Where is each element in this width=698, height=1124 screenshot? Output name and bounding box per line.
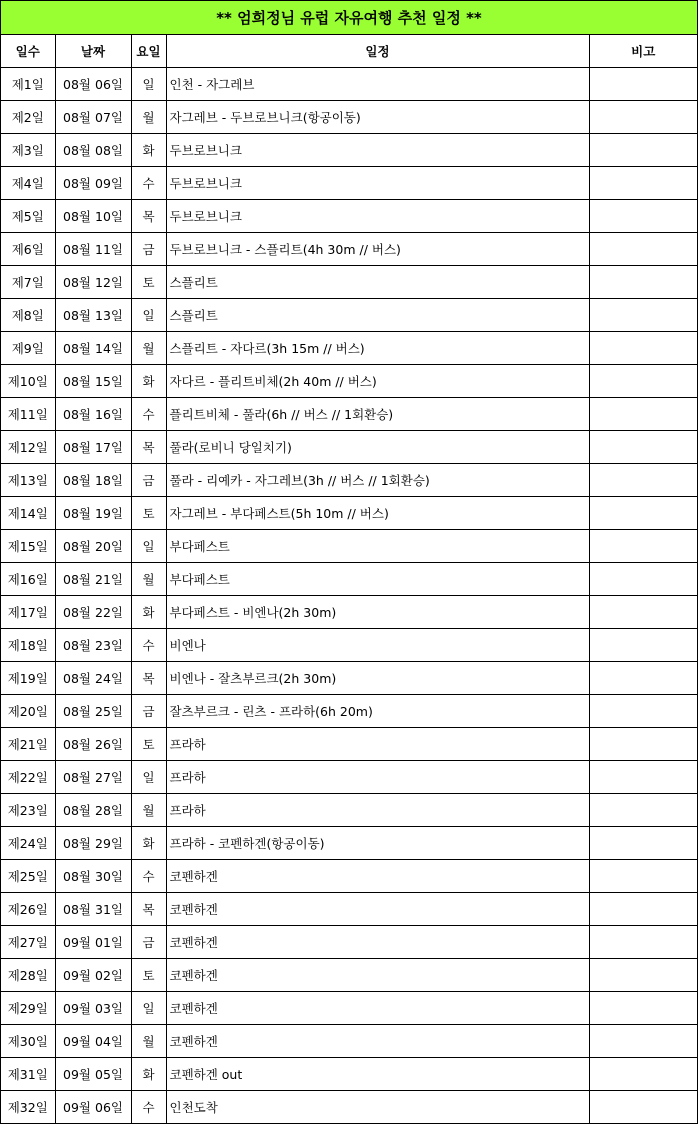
- plan-cell: 코펜하겐: [166, 859, 589, 892]
- plan-cell: 자다르 - 플리트비체(2h 40m // 버스): [166, 364, 589, 397]
- date-cell: 08월 26일: [55, 727, 131, 760]
- table-row: [1, 760, 697, 793]
- table-row: [1, 397, 697, 430]
- day-cell: 제29일: [1, 991, 55, 1024]
- weekday-cell: 화: [131, 1057, 166, 1090]
- date-cell: 08월 08일: [55, 133, 131, 166]
- sheet-title: ** 엄희정님 유럽 자유여행 추천 일정 **: [1, 1, 697, 35]
- weekday-cell: 월: [131, 793, 166, 826]
- weekday-cell: 수: [131, 1090, 166, 1123]
- note-cell: [589, 562, 697, 595]
- note-cell: [589, 958, 697, 991]
- date-cell: 08월 10일: [55, 199, 131, 232]
- weekday-cell: 토: [131, 727, 166, 760]
- weekday-cell: 토: [131, 496, 166, 529]
- plan-cell: 스플리트: [166, 298, 589, 331]
- date-cell: 08월 27일: [55, 760, 131, 793]
- plan-cell: 두브로브니크 - 스플리트(4h 30m // 버스): [166, 232, 589, 265]
- note-cell: [589, 364, 697, 397]
- plan-cell: 코펜하겐: [166, 958, 589, 991]
- date-cell: 08월 12일: [55, 265, 131, 298]
- weekday-cell: 금: [131, 925, 166, 958]
- date-cell: 08월 15일: [55, 364, 131, 397]
- day-cell: 제18일: [1, 628, 55, 661]
- day-cell: 제24일: [1, 826, 55, 859]
- day-cell: 제12일: [1, 430, 55, 463]
- table-row: [1, 529, 697, 562]
- weekday-cell: 금: [131, 232, 166, 265]
- table-row: [1, 232, 697, 265]
- note-cell: [589, 529, 697, 562]
- weekday-cell: 수: [131, 628, 166, 661]
- date-cell: 08월 30일: [55, 859, 131, 892]
- day-cell: 제20일: [1, 694, 55, 727]
- weekday-cell: 토: [131, 265, 166, 298]
- note-cell: [589, 1057, 697, 1090]
- date-cell: 09월 05일: [55, 1057, 131, 1090]
- date-cell: 08월 11일: [55, 232, 131, 265]
- table-row: [1, 298, 697, 331]
- plan-cell: 플리트비체 - 풀라(6h // 버스 // 1회환승): [166, 397, 589, 430]
- plan-cell: 스플리트: [166, 265, 589, 298]
- table-row: [1, 463, 697, 496]
- table-row: [1, 925, 697, 958]
- day-cell: 제26일: [1, 892, 55, 925]
- table-row: [1, 496, 697, 529]
- day-cell: 제1일: [1, 67, 55, 100]
- date-cell: 09월 01일: [55, 925, 131, 958]
- note-cell: [589, 199, 697, 232]
- header-plan: 일정: [166, 35, 589, 67]
- table-row: [1, 562, 697, 595]
- weekday-cell: 일: [131, 298, 166, 331]
- note-cell: [589, 430, 697, 463]
- note-cell: [589, 826, 697, 859]
- day-cell: 제8일: [1, 298, 55, 331]
- date-cell: 09월 04일: [55, 1024, 131, 1057]
- weekday-cell: 월: [131, 562, 166, 595]
- note-cell: [589, 331, 697, 364]
- weekday-cell: 토: [131, 958, 166, 991]
- date-cell: 08월 19일: [55, 496, 131, 529]
- weekday-cell: 월: [131, 331, 166, 364]
- weekday-cell: 목: [131, 661, 166, 694]
- plan-cell: 비엔나: [166, 628, 589, 661]
- note-cell: [589, 595, 697, 628]
- plan-cell: 프라하: [166, 727, 589, 760]
- day-cell: 제28일: [1, 958, 55, 991]
- day-cell: 제13일: [1, 463, 55, 496]
- day-cell: 제9일: [1, 331, 55, 364]
- weekday-cell: 수: [131, 397, 166, 430]
- date-cell: 08월 23일: [55, 628, 131, 661]
- note-cell: [589, 859, 697, 892]
- date-cell: 09월 02일: [55, 958, 131, 991]
- date-cell: 08월 31일: [55, 892, 131, 925]
- table-row: [1, 595, 697, 628]
- date-cell: 08월 14일: [55, 331, 131, 364]
- table-row: [1, 364, 697, 397]
- plan-cell: 코펜하겐: [166, 892, 589, 925]
- date-cell: 09월 06일: [55, 1090, 131, 1123]
- plan-cell: 코펜하겐: [166, 991, 589, 1024]
- day-cell: 제4일: [1, 166, 55, 199]
- itinerary-table: [1, 35, 697, 1123]
- date-cell: 08월 18일: [55, 463, 131, 496]
- note-cell: [589, 892, 697, 925]
- day-cell: 제14일: [1, 496, 55, 529]
- plan-cell: 두브로브니크: [166, 199, 589, 232]
- header-note: 비고: [589, 35, 697, 67]
- table-row: [1, 826, 697, 859]
- note-cell: [589, 1090, 697, 1123]
- table-row: [1, 67, 697, 100]
- plan-cell: 두브로브니크: [166, 133, 589, 166]
- table-row: [1, 1024, 697, 1057]
- note-cell: [589, 991, 697, 1024]
- weekday-cell: 일: [131, 529, 166, 562]
- weekday-cell: 수: [131, 166, 166, 199]
- note-cell: [589, 661, 697, 694]
- date-cell: 08월 22일: [55, 595, 131, 628]
- day-cell: 제15일: [1, 529, 55, 562]
- date-cell: 08월 20일: [55, 529, 131, 562]
- plan-cell: 프라하 - 코펜하겐(항공이동): [166, 826, 589, 859]
- day-cell: 제31일: [1, 1057, 55, 1090]
- plan-cell: 풀라(로비니 당일치기): [166, 430, 589, 463]
- table-row: [1, 793, 697, 826]
- plan-cell: 프라하: [166, 793, 589, 826]
- plan-cell: 부다페스트: [166, 529, 589, 562]
- day-cell: 제6일: [1, 232, 55, 265]
- day-cell: 제3일: [1, 133, 55, 166]
- table-row: [1, 133, 697, 166]
- table-row: [1, 331, 697, 364]
- note-cell: [589, 397, 697, 430]
- table-row: [1, 628, 697, 661]
- day-cell: 제22일: [1, 760, 55, 793]
- note-cell: [589, 265, 697, 298]
- date-cell: 08월 24일: [55, 661, 131, 694]
- note-cell: [589, 67, 697, 100]
- table-row: [1, 859, 697, 892]
- note-cell: [589, 100, 697, 133]
- day-cell: 제5일: [1, 199, 55, 232]
- note-cell: [589, 232, 697, 265]
- weekday-cell: 일: [131, 991, 166, 1024]
- weekday-cell: 화: [131, 364, 166, 397]
- day-cell: 제23일: [1, 793, 55, 826]
- header-day: 일수: [1, 35, 55, 67]
- table-row: [1, 166, 697, 199]
- date-cell: 08월 13일: [55, 298, 131, 331]
- day-cell: 제17일: [1, 595, 55, 628]
- day-cell: 제32일: [1, 1090, 55, 1123]
- note-cell: [589, 760, 697, 793]
- table-row: [1, 892, 697, 925]
- weekday-cell: 일: [131, 760, 166, 793]
- note-cell: [589, 133, 697, 166]
- plan-cell: 부다페스트: [166, 562, 589, 595]
- date-cell: 08월 17일: [55, 430, 131, 463]
- table-row: [1, 100, 697, 133]
- note-cell: [589, 793, 697, 826]
- table-row: [1, 1090, 697, 1123]
- table-row: [1, 1057, 697, 1090]
- weekday-cell: 화: [131, 595, 166, 628]
- note-cell: [589, 628, 697, 661]
- day-cell: 제21일: [1, 727, 55, 760]
- date-cell: 08월 06일: [55, 67, 131, 100]
- header-weekday: 요일: [131, 35, 166, 67]
- plan-cell: 코펜하겐 out: [166, 1057, 589, 1090]
- day-cell: 제16일: [1, 562, 55, 595]
- plan-cell: 두브로브니크: [166, 166, 589, 199]
- plan-cell: 비엔나 - 잘츠부르크(2h 30m): [166, 661, 589, 694]
- day-cell: 제19일: [1, 661, 55, 694]
- note-cell: [589, 298, 697, 331]
- weekday-cell: 수: [131, 859, 166, 892]
- date-cell: 08월 29일: [55, 826, 131, 859]
- plan-cell: 자그레브 - 두브로브니크(항공이동): [166, 100, 589, 133]
- date-cell: 08월 28일: [55, 793, 131, 826]
- plan-cell: 부다페스트 - 비엔나(2h 30m): [166, 595, 589, 628]
- table-row: [1, 430, 697, 463]
- table-row: [1, 991, 697, 1024]
- day-cell: 제11일: [1, 397, 55, 430]
- date-cell: 09월 03일: [55, 991, 131, 1024]
- header-date: 날짜: [55, 35, 131, 67]
- table-row: [1, 958, 697, 991]
- note-cell: [589, 1024, 697, 1057]
- weekday-cell: 화: [131, 133, 166, 166]
- weekday-cell: 목: [131, 199, 166, 232]
- date-cell: 08월 16일: [55, 397, 131, 430]
- day-cell: 제7일: [1, 265, 55, 298]
- date-cell: 08월 09일: [55, 166, 131, 199]
- plan-cell: 코펜하겐: [166, 1024, 589, 1057]
- day-cell: 제2일: [1, 100, 55, 133]
- weekday-cell: 목: [131, 892, 166, 925]
- weekday-cell: 화: [131, 826, 166, 859]
- weekday-cell: 일: [131, 67, 166, 100]
- date-cell: 08월 21일: [55, 562, 131, 595]
- table-row: [1, 727, 697, 760]
- plan-cell: 인천 - 자그레브: [166, 67, 589, 100]
- note-cell: [589, 694, 697, 727]
- note-cell: [589, 496, 697, 529]
- header-row: [1, 35, 697, 67]
- day-cell: 제30일: [1, 1024, 55, 1057]
- plan-cell: 잘츠부르크 - 린츠 - 프라하(6h 20m): [166, 694, 589, 727]
- note-cell: [589, 925, 697, 958]
- plan-cell: 프라하: [166, 760, 589, 793]
- date-cell: 08월 25일: [55, 694, 131, 727]
- plan-cell: 스플리트 - 자다르(3h 15m // 버스): [166, 331, 589, 364]
- note-cell: [589, 727, 697, 760]
- date-cell: 08월 07일: [55, 100, 131, 133]
- table-row: [1, 694, 697, 727]
- day-cell: 제27일: [1, 925, 55, 958]
- plan-cell: 인천도착: [166, 1090, 589, 1123]
- day-cell: 제25일: [1, 859, 55, 892]
- note-cell: [589, 166, 697, 199]
- plan-cell: 풀라 - 리예카 - 자그레브(3h // 버스 // 1회환승): [166, 463, 589, 496]
- table-row: [1, 199, 697, 232]
- plan-cell: 코펜하겐: [166, 925, 589, 958]
- weekday-cell: 목: [131, 430, 166, 463]
- weekday-cell: 금: [131, 463, 166, 496]
- plan-cell: 자그레브 - 부다페스트(5h 10m // 버스): [166, 496, 589, 529]
- table-row: [1, 265, 697, 298]
- weekday-cell: 월: [131, 1024, 166, 1057]
- table-row: [1, 661, 697, 694]
- weekday-cell: 월: [131, 100, 166, 133]
- note-cell: [589, 463, 697, 496]
- day-cell: 제10일: [1, 364, 55, 397]
- weekday-cell: 금: [131, 694, 166, 727]
